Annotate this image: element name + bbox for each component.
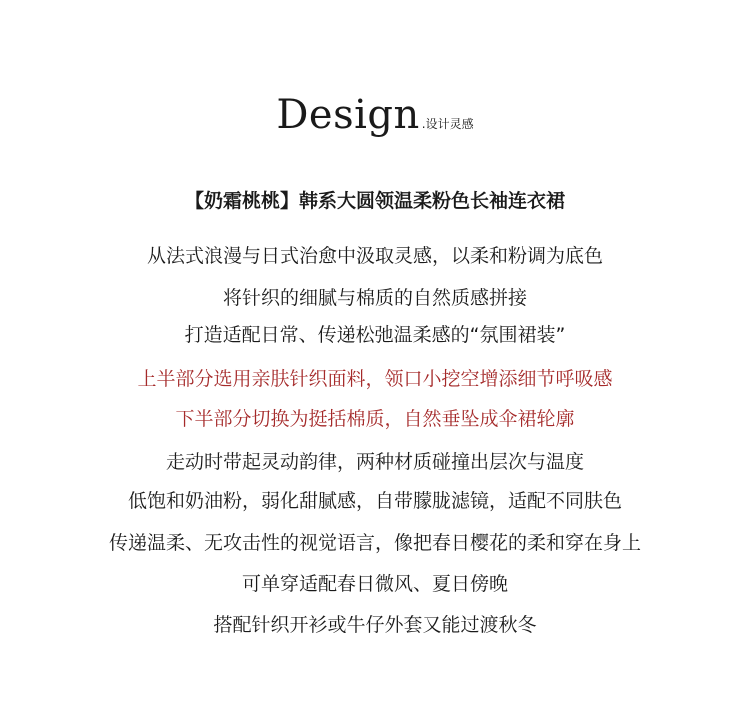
desc-line-6: 走动时带起灵动韵律，两种材质碰撞出层次与温度 [165,451,584,473]
desc-line-3: 打造适配日常、传递松弛温柔感的“氛围裙装” [184,324,566,346]
section-heading [0,92,750,138]
desc-line-1: 从法式浪漫与日式治愈中汲取灵感，以柔和粉调为底色 [146,245,603,267]
desc-line-9: 可单穿适配春日微风、夏日傍晚 [241,573,508,595]
heading-subtitle: .设计灵感 [421,117,474,131]
desc-line-5-highlight: 下半部分切换为挺括棉质，自然垂坠成伞裙轮廓 [175,408,575,430]
desc-line-4-highlight: 上半部分选用亲肤针织面料，领口小挖空增添细节呼吸感 [137,368,613,390]
product-title: 【奶霜桃桃】韩系大圆领温柔粉色长袖连衣裙 [184,190,565,212]
desc-line-10: 搭配针织开衫或牛仔外套又能过渡秋冬 [213,614,537,636]
desc-line-8: 传递温柔、无攻击性的视觉语言，像把春日樱花的柔和穿在身上 [108,532,641,554]
heading-design: Design [276,92,420,138]
desc-line-2: 将针织的细腻与棉质的自然质感拼接 [222,287,527,309]
desc-line-7: 低饱和奶油粉，弱化甜腻感，自带朦胧滤镜，适配不同肤色 [127,490,622,512]
